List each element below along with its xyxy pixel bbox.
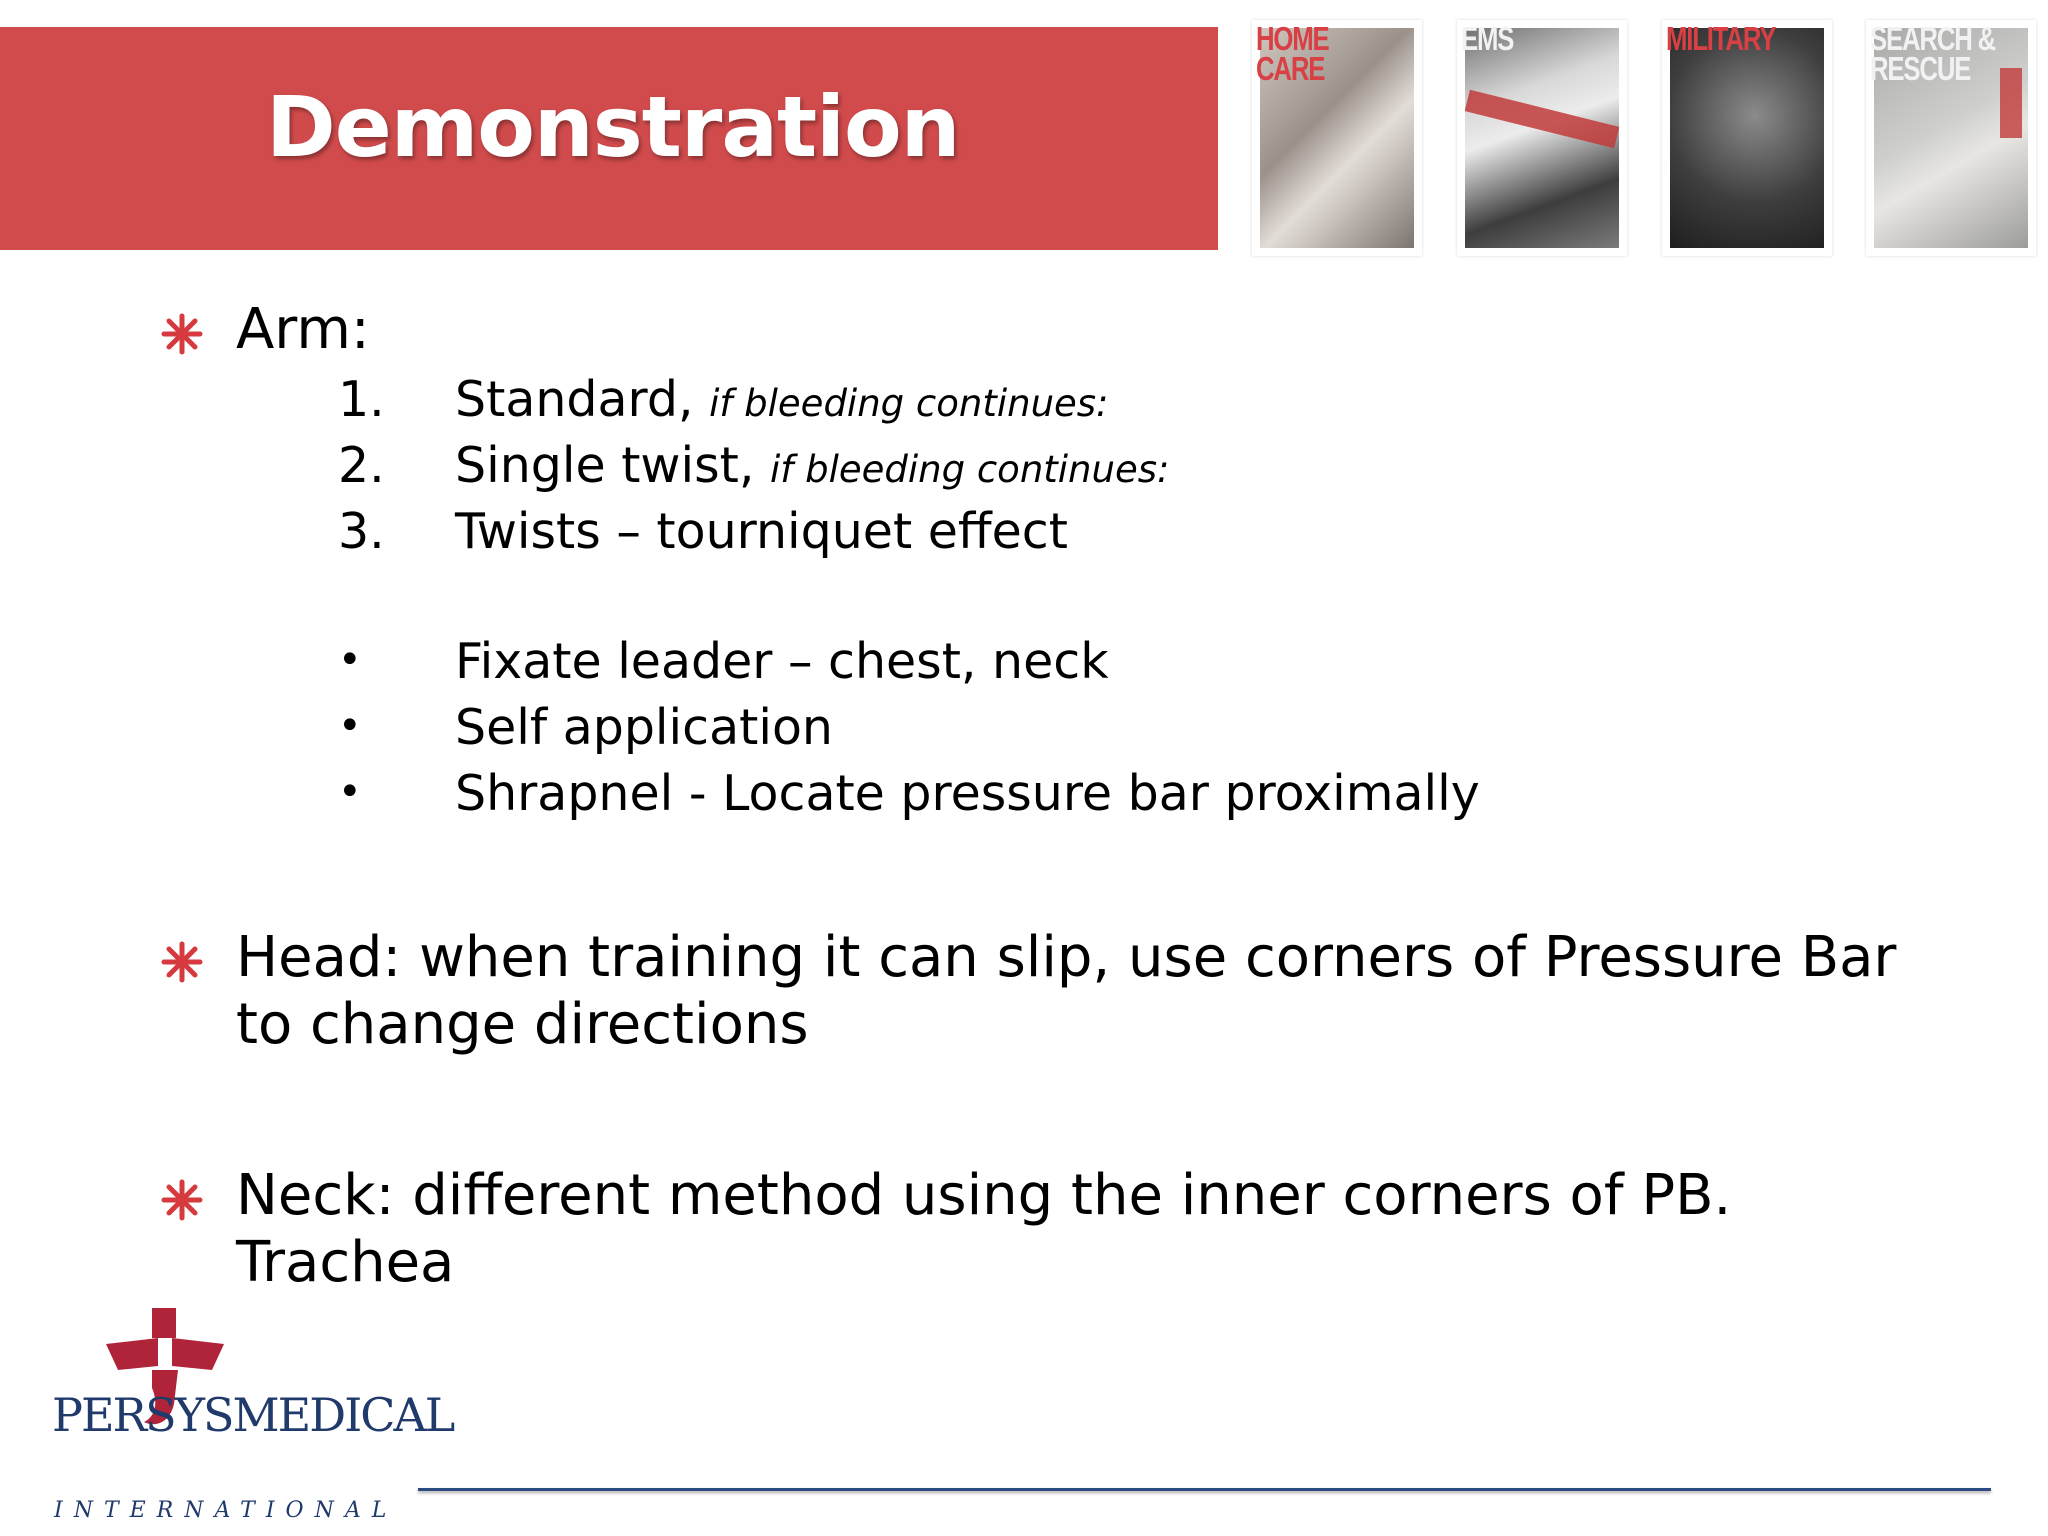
tip-text: Shrapnel - Locate pressure bar proximally: [455, 765, 1480, 822]
asterisk-bullet-icon: [160, 1178, 204, 1222]
tip-bullet: •: [338, 769, 362, 815]
tip-text: Fixate leader – chest, neck: [455, 633, 1109, 690]
head-line-2: to change directions: [236, 992, 809, 1057]
neck-line-1: Neck: different method using the inner corners of PB.: [236, 1163, 1732, 1228]
footer-divider: [418, 1488, 1991, 1491]
step-item: [455, 437, 1170, 494]
photo-tile-home-care: [1252, 20, 1422, 256]
tile-label: SEARCH & RESCUE: [1870, 20, 1996, 87]
head-line-1: Head: when training it can slip, use corners of Pressure Bar: [236, 925, 1897, 990]
neck-line-2: Trachea: [236, 1230, 455, 1295]
photo-tile-search-rescue: [1866, 20, 2036, 256]
logo-subtitle: INTERNATIONAL: [54, 1498, 398, 1523]
step-item: [455, 371, 1109, 428]
tile-label: MILITARY: [1666, 20, 1776, 57]
military-photo: [1670, 28, 1824, 248]
tile-label: HOME CARE: [1256, 20, 1329, 87]
asterisk-bullet-icon: [160, 940, 204, 984]
step-text: Standard,: [455, 371, 710, 428]
photo-tile-military: [1662, 20, 1832, 256]
arm-heading: Arm:: [236, 297, 370, 362]
step-number: 3.: [338, 503, 385, 560]
photo-tile-ems: [1457, 20, 1627, 256]
asterisk-bullet-icon: [160, 312, 204, 356]
step-item: [455, 503, 1068, 560]
slide-title: Demonstration: [266, 78, 960, 176]
step-number: 1.: [338, 371, 385, 428]
tip-text: Self application: [455, 699, 833, 756]
step-number: 2.: [338, 437, 385, 494]
step-note: if bleeding continues:: [709, 382, 1109, 425]
logo-wordmark: PERSYSMEDICAL: [52, 1388, 454, 1442]
step-note: if bleeding continues:: [770, 448, 1170, 491]
tile-label: EMS: [1461, 20, 1514, 57]
ems-photo: [1465, 28, 1619, 248]
step-text: Twists – tourniquet effect: [455, 503, 1068, 560]
step-text: Single twist,: [455, 437, 771, 494]
tip-bullet: •: [338, 637, 362, 683]
tip-bullet: •: [338, 703, 362, 749]
